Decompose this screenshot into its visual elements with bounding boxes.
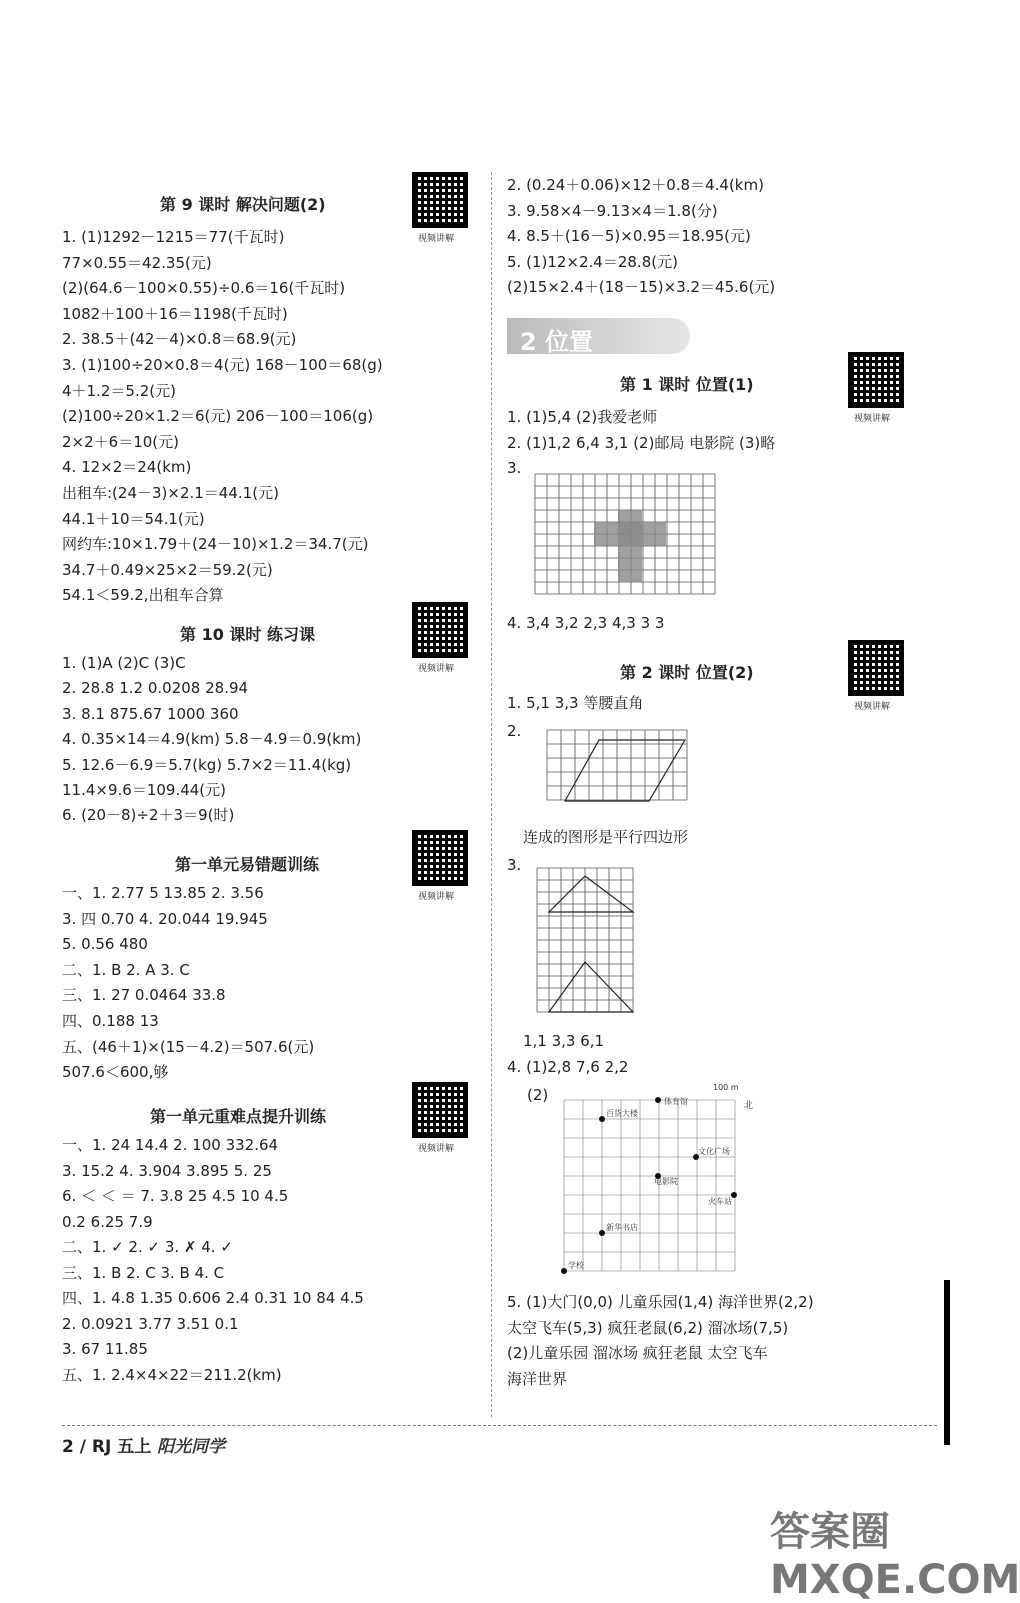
answer-line: 2. 28.8 1.2 0.0208 28.94 <box>62 679 249 698</box>
answer-line: 2. <box>507 722 522 740</box>
answer-line: 二、1. ✓ 2. ✓ 3. ✗ 4. ✓ <box>62 1238 233 1256</box>
answer-line: 3. 9.58×4－9.13×4＝1.8(分) <box>507 201 718 220</box>
answer-line: 4. 3,4 3,2 2,3 4,3 3 3 <box>507 614 665 632</box>
answer-line: 1. 5,1 3,3 等腰直角 <box>507 694 644 712</box>
qr-label: 视频讲解 <box>418 892 455 902</box>
qr-code-icon[interactable] <box>412 172 468 228</box>
answer-line: 2. (0.24＋0.06)×12＋0.8＝4.4(km) <box>507 176 764 194</box>
answer-line: 三、1. B 2. C 3. B 4. C <box>62 1263 225 1282</box>
answer-line: 连成的图形是平行四边形 <box>523 828 689 846</box>
page-number: 2 / RJ 五上 <box>62 1437 152 1457</box>
answer-line: 1. (1)1292－1215＝77(千瓦时) <box>62 228 285 246</box>
answer-line: 二、1. B 2. A 3. C <box>62 960 190 979</box>
qr-code-icon[interactable] <box>848 640 904 696</box>
answer-line: 6. ＜ ＜ ＝ 7. 3.8 25 4.5 10 4.5 <box>62 1187 289 1205</box>
answer-line: 54.1＜59.2,出租车合算 <box>62 586 224 605</box>
footer <box>62 1432 225 1457</box>
answer-line: 一、1. 2.77 5 13.85 2. 3.56 <box>62 884 264 902</box>
qr-code-icon[interactable] <box>848 352 904 408</box>
answer-line: 5. (1)12×2.4＝28.8(元) <box>507 252 678 271</box>
answer-line: 0.2 6.25 7.9 <box>62 1212 153 1231</box>
section-title: 第 10 课时 练习课 <box>180 625 315 644</box>
answer-line: 出租车:(24－3)×2.1＝44.1(元) <box>62 484 279 502</box>
edge-bar <box>944 1280 950 1445</box>
section-title: 第一单元重难点提升训练 <box>150 1107 327 1126</box>
map-label: 学校 <box>568 1261 584 1270</box>
section-title: 第 1 课时 位置(1) <box>620 375 754 394</box>
qr-label: 视频讲解 <box>854 702 891 712</box>
answer-line: 3. (1)100÷20×0.8＝4(元) 168－100＝68(g) <box>62 356 383 374</box>
qr-label: 视频讲解 <box>418 1144 455 1154</box>
answer-line: 3. 四 0.70 4. 20.044 19.945 <box>62 909 268 928</box>
footer-divider <box>62 1425 937 1426</box>
answer-line: 2. (1)1,2 6,4 3,1 (2)邮局 电影院 (3)略 <box>507 433 776 452</box>
qr-label: 视频讲解 <box>854 414 891 424</box>
map-label: 百货大楼 <box>606 1109 638 1118</box>
column-divider <box>491 172 492 1417</box>
answer-line: 1,1 3,3 6,1 <box>523 1032 605 1050</box>
map-label: 体育馆 <box>664 1097 688 1106</box>
map-grid <box>558 1084 768 1284</box>
answer-line: 3. 67 11.85 <box>62 1340 148 1358</box>
answer-line: 四、1. 4.8 1.35 0.606 2.4 0.31 10 84 4.5 <box>62 1289 364 1307</box>
map-label: 火车站 <box>708 1197 732 1206</box>
answer-line: 5. 0.56 480 <box>62 935 148 954</box>
answer-line: 4. 12×2＝24(km) <box>62 458 192 477</box>
answer-line: (2)100÷20×1.2＝6(元) 206－100＝106(g) <box>62 407 374 426</box>
section-title: 第 9 课时 解决问题(2) <box>160 195 326 214</box>
grid-figure-cross <box>525 468 725 608</box>
answer-line: 77×0.55＝42.35(元) <box>62 253 212 272</box>
answer-line: (2)儿童乐园 溜冰场 疯狂老鼠 太空飞车 <box>507 1344 768 1363</box>
map-label: 新华书店 <box>606 1223 638 1232</box>
answer-line: 网约车:10×1.79＋(24－10)×1.2＝34.7(元) <box>62 535 369 554</box>
answer-line: 2. 38.5＋(42－4)×0.8＝68.9(元) <box>62 330 297 349</box>
map-label: 电影院 <box>654 1177 678 1186</box>
answer-line: 四、0.188 13 <box>62 1012 159 1030</box>
answer-line: 2. 0.0921 3.77 3.51 0.1 <box>62 1314 239 1333</box>
grid-figure-triangles <box>527 862 677 1030</box>
answer-line: 4. 0.35×14＝4.9(km) 5.8－4.9＝0.9(km) <box>62 730 362 749</box>
qr-label: 视频讲解 <box>418 234 455 244</box>
answer-line: 五、(46＋1)×(15－4.2)＝507.6(元) <box>62 1037 315 1056</box>
qr-code-icon[interactable] <box>412 602 468 658</box>
answer-line: (2) <box>527 1086 549 1104</box>
qr-label: 视频讲解 <box>418 664 455 674</box>
answer-line: 1. (1)A (2)C (3)C <box>62 654 186 672</box>
answer-line: 5. (1)大门(0,0) 儿童乐园(1,4) 海洋世界(2,2) <box>507 1293 814 1311</box>
answer-line: 3. 15.2 4. 3.904 3.895 5. 25 <box>62 1161 272 1180</box>
answer-line: 1082＋100＋16＝1198(千瓦时) <box>62 304 288 323</box>
answer-line: (2)15×2.4＋(18－15)×3.2＝45.6(元) <box>507 278 776 297</box>
map-label: 100 m <box>713 1083 739 1092</box>
answer-line: 4＋1.2＝5.2(元) <box>62 381 176 400</box>
answer-line: 34.7＋0.49×25×2＝59.2(元) <box>62 560 273 579</box>
brand-logo: 阳光同学 <box>157 1437 226 1457</box>
answer-line: 11.4×9.6＝109.44(元) <box>62 781 227 799</box>
answer-line: 3. <box>507 856 522 874</box>
answer-line: 4. (1)2,8 7,6 2,2 <box>507 1058 629 1076</box>
answer-line: 三、1. 27 0.0464 33.8 <box>62 986 226 1005</box>
answer-line: 3. 8.1 875.67 1000 360 <box>62 704 239 723</box>
unit-banner-text: 2 位置 <box>520 328 594 356</box>
answer-line: 4. 8.5＋(16－5)×0.95＝18.95(元) <box>507 227 751 246</box>
answer-line: 5. 12.6－6.9＝5.7(kg) 5.7×2＝11.4(kg) <box>62 755 352 774</box>
watermark: 答案圈 MXQE.COM <box>770 1509 1020 1603</box>
answer-line: 3. <box>507 459 522 478</box>
map-label: 文化广场 <box>698 1147 730 1156</box>
answer-line: 一、1. 24 14.4 2. 100 332.64 <box>62 1136 279 1154</box>
answer-line: 五、1. 2.4×4×22＝211.2(km) <box>62 1365 282 1384</box>
section-title: 第一单元易错题训练 <box>175 855 320 874</box>
map-label: 北 <box>744 1101 754 1111</box>
answer-line: 2×2＋6＝10(元) <box>62 432 179 451</box>
qr-code-icon[interactable] <box>412 1082 468 1138</box>
answer-line: 507.6＜600,够 <box>62 1063 169 1082</box>
answer-line: (2)(64.6－100×0.55)÷0.6＝16(千瓦时) <box>62 279 346 298</box>
answer-line: 6. (20－8)÷2＋3＝9(时) <box>62 806 235 825</box>
grid-figure-parallelogram <box>527 724 702 814</box>
answer-line: 太空飞车(5,3) 疯狂老鼠(6,2) 溜冰场(7,5) <box>507 1318 789 1337</box>
section-title: 第 2 课时 位置(2) <box>620 663 754 682</box>
answer-line: 海洋世界 <box>507 1369 568 1388</box>
answer-line: 1. (1)5,4 (2)我爱老师 <box>507 408 658 426</box>
answer-line: 44.1＋10＝54.1(元) <box>62 509 205 528</box>
qr-code-icon[interactable] <box>412 830 468 886</box>
